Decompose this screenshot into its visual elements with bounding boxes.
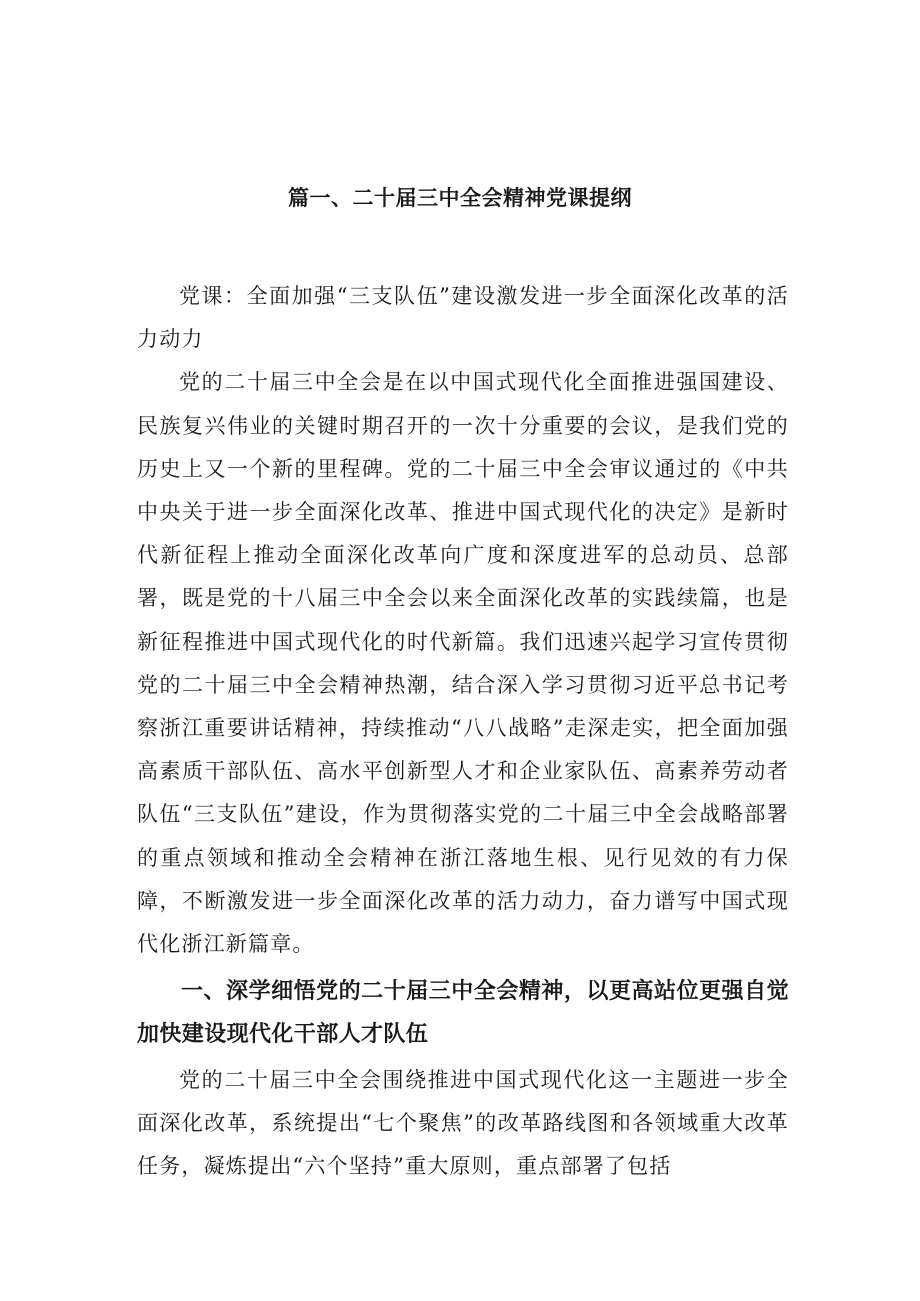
section-heading: 一、深学细悟党的二十届三中全会精神，以更高站位更强自觉加快建设现代化干部人才队伍 [137,979,789,1048]
document-body [137,275,789,1188]
lecture-subtitle: 党课：全面加强“三支队伍”建设激发进一步全面深化改革的活力动力 [137,284,789,352]
body-paragraph-section-1: 党的二十届三中全会围绕推进中国式现代化这一主题进一步全面深化改革，系统提出“七个聚焦”的改革路线图和各领域重大改革任务，凝炼提出“六个坚持”重大原则，重点部署了包括 [137,1067,789,1179]
body-paragraph-intro: 党的二十届三中全会是在以中国式现代化全面推进强国建设、民族复兴伟业的关键时期召开的一次十分重要的会议，是我们党的历史上又一个新的里程碑。党的二十届三中全会审议通过的《中共中央关于进一步全面深化改革、推进中国式现代化的决定》是新时代新征程上推动全面深化改革向广度和深度进军的总动员、总部署，既是党的十八届三中全会以来全面深化改革的实践续篇，也是新征程推进中国式现代化的时代新篇。我们迅速兴起学习宣传贯彻党的二十届三中全会精神热潮，结合深入学习贯彻习近平总书记考察浙江重要讲话精神，持续推动“八八战略”走深走实，把全面加强高素质干部队伍、高水平创新型人才和企业家队伍、高素养劳动者队伍“三支队伍”建设，作为贯彻落实党的二十届三中全会战略部署的重点领域和推动全会精神在浙江落地生根、见行见效的有力保障，不断激发进一步全面深化改革的活力动力，奋力谱写中国式现代化浙江新篇章。 [137,370,789,957]
document-title: 篇一、二十届三中全会精神党课提纲 [288,186,632,210]
